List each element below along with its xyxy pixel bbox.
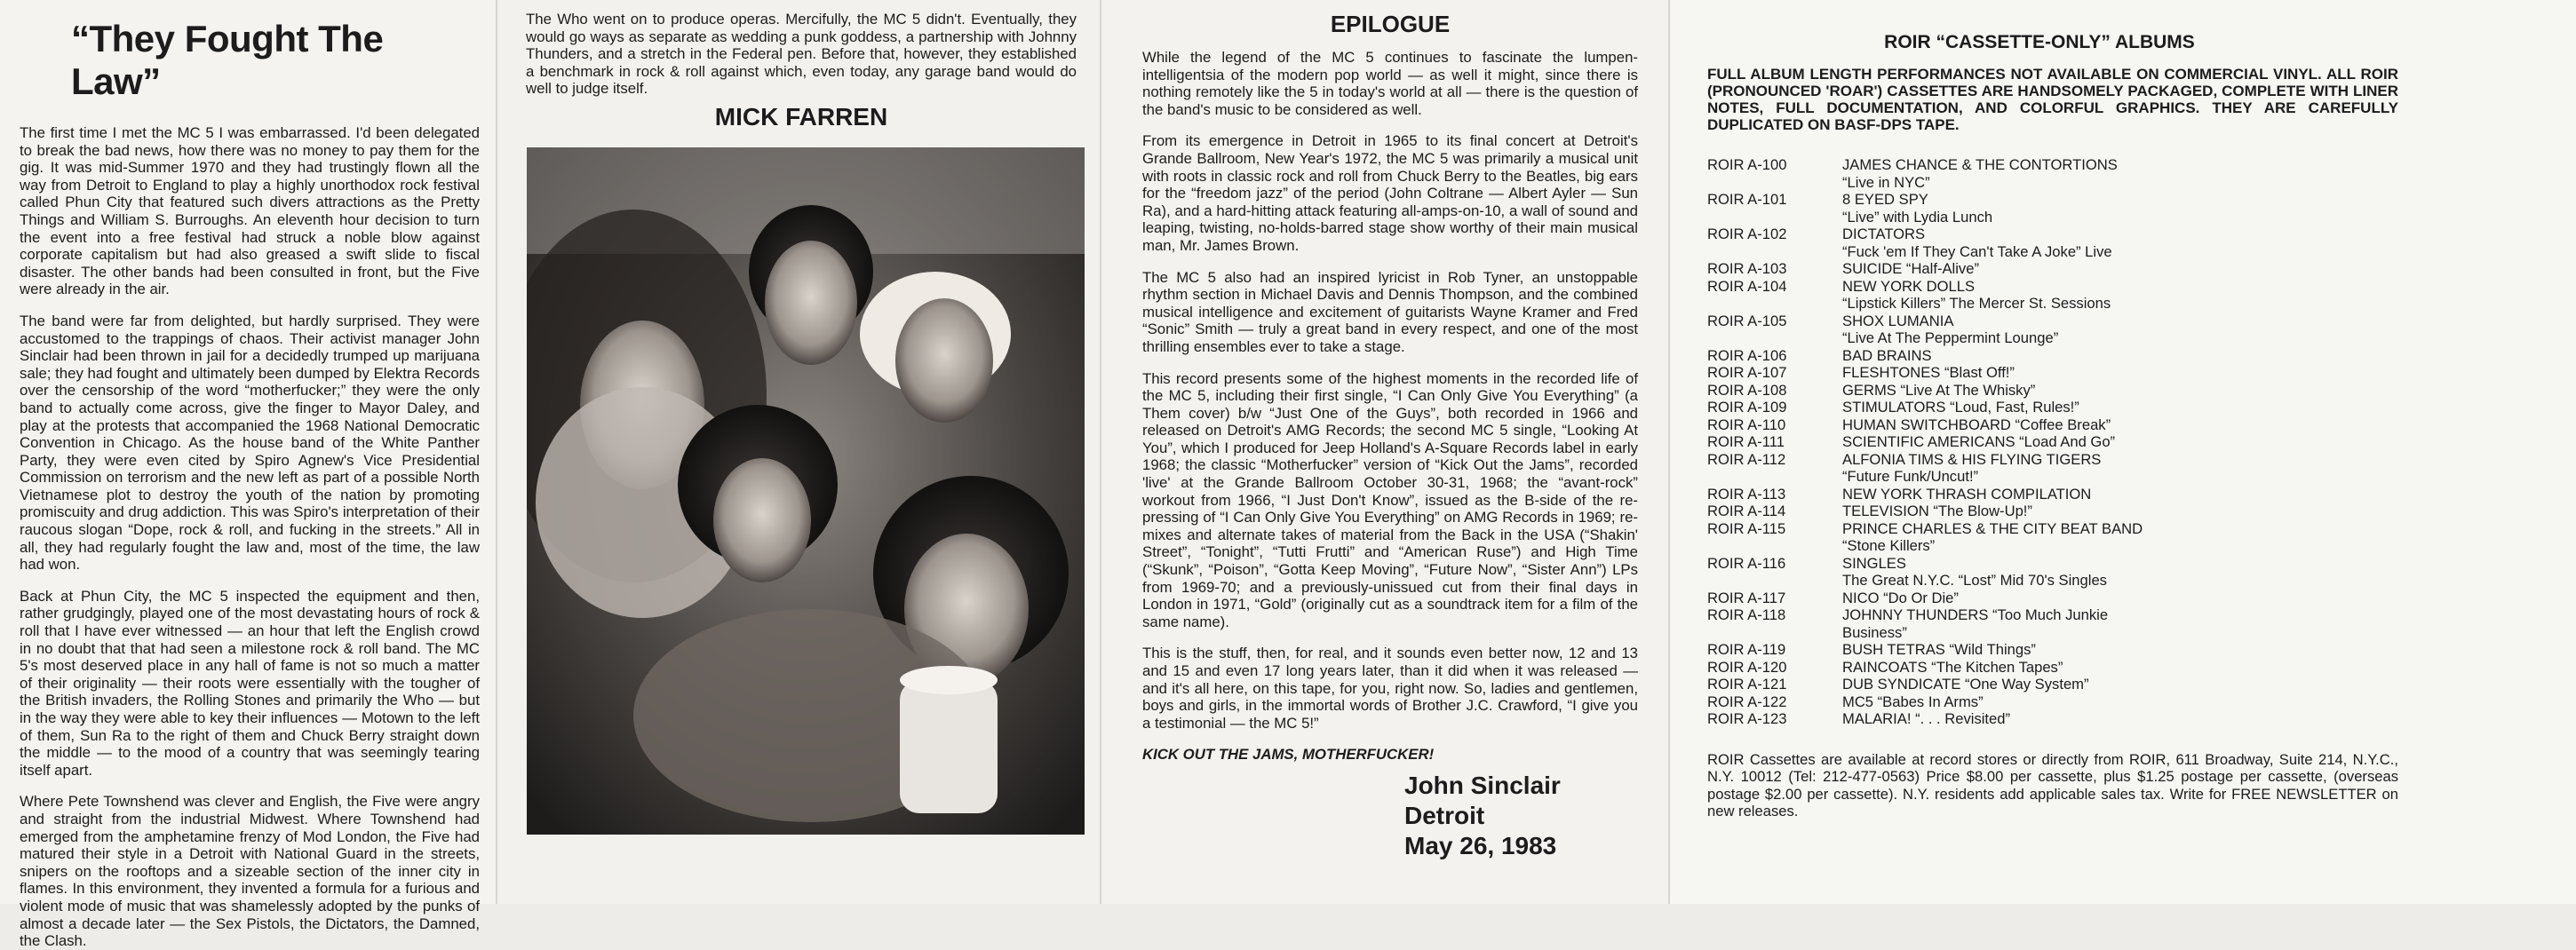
catalog-row bbox=[1707, 347, 2398, 365]
catalog-code: ROIR A-111 bbox=[1707, 433, 1785, 450]
catalog-code: ROIR A-108 bbox=[1707, 381, 1787, 399]
catalog-artist-line: MC5 “Babes In Arms” bbox=[1842, 693, 1984, 710]
catalog-row bbox=[1707, 278, 2398, 313]
catalog-code: ROIR A-105 bbox=[1707, 312, 1787, 329]
catalog-artist-line: SINGLES bbox=[1842, 554, 1906, 572]
catalog-artist-line: 8 EYED SPY bbox=[1842, 191, 1928, 208]
catalog-code: ROIR A-119 bbox=[1707, 641, 1786, 658]
catalog-row bbox=[1707, 399, 2398, 416]
catalog-title-entry bbox=[1842, 347, 2398, 365]
catalog-code: ROIR A-122 bbox=[1707, 693, 1787, 710]
catalog-artist-line: SCIENTIFIC AMERICANS “Load And Go” bbox=[1842, 433, 2116, 450]
catalog-row bbox=[1707, 313, 2398, 347]
catalog-title-entry bbox=[1842, 590, 2398, 607]
catalog-code: ROIR A-103 bbox=[1707, 260, 1787, 277]
catalog-artist-line: NEW YORK DOLLS bbox=[1842, 277, 1976, 295]
band-photo bbox=[527, 147, 1085, 835]
epilogue-closing-line: KICK OUT THE JAMS, MOTHERFUCKER! bbox=[1142, 746, 1435, 764]
catalog-title-entry bbox=[1842, 641, 2398, 659]
band-photo-image bbox=[527, 147, 1085, 835]
author-heading: MICK FARREN bbox=[714, 102, 888, 131]
catalog-artist-line: HUMAN SWITCHBOARD “Coffee Break” bbox=[1842, 416, 2111, 433]
catalog-artist-line: SHOX LUMANIA bbox=[1842, 312, 1954, 329]
catalog-artist-line: GERMS “Live At The Whisky” bbox=[1842, 381, 2036, 399]
catalog-artist-line: JOHNNY THUNDERS “Too Much Junkie bbox=[1842, 606, 2109, 623]
catalog-code: ROIR A-112 bbox=[1707, 450, 1786, 468]
catalog-artist-line: NEW YORK THRASH COMPILATION bbox=[1842, 485, 2092, 503]
catalog-title-entry bbox=[1842, 156, 2398, 191]
catalog-code: ROIR A-117 bbox=[1707, 589, 1786, 606]
catalog-title-entry bbox=[1842, 451, 2398, 486]
catalog-subtitle-line: “Lipstick Killers” The Mercer St. Sessions bbox=[1842, 295, 2111, 312]
catalog-title-entry bbox=[1842, 520, 2398, 555]
catalog-code: ROIR A-110 bbox=[1707, 416, 1786, 433]
catalog-title-entry bbox=[1842, 416, 2398, 434]
catalog-subtitle-line: “Stone Killers” bbox=[1842, 537, 1936, 554]
catalog-title: ROIR “CASSETTE-ONLY” ALBUMS bbox=[1884, 32, 2195, 52]
epilogue-paragraph-2: From its emergence in Detroit in 1965 to its final concert at Detroit's Grande Ballroom, New Year's 1972, the MC 5 was primarily a musical unit with roots in classic rock and roll from Chuck Berry to the Beatles, big ears for the “freedom jazz” of the period (John Coltrane — Albert Ayler — Sun Ra), and a hard-hitting attack featuring all-amps-on-10, a wall of sound and leaping, twisting, no-holds-barred stage show worthy of their main musical man, Mr. James Brown. bbox=[1142, 132, 1638, 254]
catalog-row bbox=[1707, 191, 2398, 226]
catalog-intro: FULL ALBUM LENGTH PERFORMANCES NOT AVAILABLE ON COMMERCIAL VINYL. ALL ROIR (PRONOUNCED 'ROAR') CASSETTES ARE HANDSOMELY PACKAGED, COMPLETE WITH LINER NOTES, FULL DOCUMENTATION, AND COLORFUL GRAPHICS. THEY ARE CAREFULLY DUPLICATED ON BASF-DPS TAPE. bbox=[1707, 66, 2398, 133]
article-paragraph-1: The first time I met the MC 5 I was embarrassed. I'd been delegated to break the bad news, how there was no money to pay them for the gig. It was mid-Summer 1970 and they had trustingly flown all the way from Detroit to England to play a highly unorthodox rock festival called Phun City that featured such divers attractions as the Pretty Things and William S. Burroughs. An eleventh hour decision to turn the event into a free festival had struck a noble blow against corporate capitalism but had also greased a swift slide to fiscal disaster. The other bands had been consulted in front, but the Five were already in the air. bbox=[20, 124, 480, 298]
catalog-artist-line: BUSH TETRAS “Wild Things” bbox=[1842, 641, 2036, 658]
catalog-artist-line: STIMULATORS “Loud, Fast, Rules!” bbox=[1842, 399, 2079, 416]
catalog-code: ROIR A-107 bbox=[1707, 364, 1787, 381]
epilogue-paragraph-4: This record presents some of the highest moments in the recorded life of the MC 5, including their first single, “I Can Only Give You Everything” (a Them cover) b/w “Just One of the Guys”, both recorded in 1966 and released on Detroit's AMG Records; the second MC 5 single, “Looking At You”, which I produced for Jeep Holland's A-Square Records label in early 1968; the classic “Motherfucker” version of “Kick Out the Jams”, recorded 'live' at the Grande Ballroom October 30-31, 1968; the “avant-rock” workout from 1966, “I Just Don't Know”, issued as the B-side of the re-pressing of “I Can Only Give You Everything” on AMG Records in 1969; re-mixes and alternate takes of material from the Back in the USA (“Shakin' Street”, “Tonight”, “Tutti Frutti” and “American Ruse”) and High Time (“Skunk”, “Poison”, “Gotta Keep Moving”, “Future Now”, “Sister Ann”) LPs from 1969-70; and a previously-unissued cut from their final days in London in 1971, “Gold” (originally cut as a soundtrack item for a film of the same name). bbox=[1142, 369, 1638, 630]
catalog-title-entry bbox=[1842, 191, 2398, 226]
epilogue-paragraph-3: The MC 5 also had an inspired lyricist in Rob Tyner, an unstoppable rhythm section in Michael Davis and Dennis Thompson, and the combined musical intelligence and excitement of guitarists Wayne Kramer and Fred “Sonic” Smith — truly a great band in every respect, and one of the most thrilling ensembles ever to take a stage. bbox=[1142, 268, 1638, 355]
catalog-title-entry bbox=[1842, 433, 2398, 451]
catalog-code: ROIR A-109 bbox=[1707, 399, 1787, 416]
catalog-title-entry bbox=[1842, 606, 2398, 641]
catalog-title-entry bbox=[1842, 486, 2398, 503]
catalog-code: ROIR A-114 bbox=[1707, 503, 1786, 519]
catalog-title-entry bbox=[1842, 226, 2398, 260]
catalog-artist-line: TELEVISION “The Blow-Up!” bbox=[1842, 503, 2032, 519]
catalog-list bbox=[1707, 156, 2398, 728]
catalog-row bbox=[1707, 606, 2398, 641]
catalog-row bbox=[1707, 710, 2398, 728]
catalog-row bbox=[1707, 486, 2398, 503]
catalog-row bbox=[1707, 433, 2398, 451]
epilogue-paragraph-1: While the legend of the MC 5 continues to fascinate the lumpen-intelligentsia of the modern pop world — as well it might, since there is nothing remotely like the 5 in today's world at all — there is the question of the band's music to be considered as well. bbox=[1142, 49, 1638, 118]
catalog-footer: ROIR Cassettes are available at record stores or directly from ROIR, 611 Broadway, Suite 214, N.Y.C., N.Y. 10012 (Tel: 212-477-0563) Price $8.00 per cassette, plus $1.25 postage per cassette, (overseas postage $2.00 per cassette). N.Y. residents add applicable sales tax. Write for FREE NEWSLETTER on new releases. bbox=[1707, 750, 2398, 820]
catalog-row bbox=[1707, 382, 2398, 400]
catalog-subtitle-line: “Fuck 'em If They Can't Take A Joke” Live bbox=[1842, 242, 2112, 260]
catalog-row bbox=[1707, 416, 2398, 434]
signature-block bbox=[1404, 771, 1638, 861]
catalog-subtitle-line: “Live in NYC” bbox=[1842, 173, 1930, 191]
catalog-subtitle-line: The Great N.Y.C. “Lost” Mid 70's Singles bbox=[1842, 572, 2107, 589]
catalog-row bbox=[1707, 590, 2398, 607]
catalog-artist-line: MALARIA! “. . . Revisited” bbox=[1842, 710, 2011, 727]
epilogue-panel bbox=[1101, 0, 1670, 904]
catalog-title-entry bbox=[1842, 399, 2398, 416]
article-paragraph-2: The band were far from delighted, but hardly surprised. They were accustomed to the trappings of chaos. Their activist manager John Sinclair had been thrown in jail for a decidedly trumped up marijuana sale; they had fought and ultimately been dumped by Elektra Records over the censorship of the word “motherfucker;” they were the only band to actually come across, give the finger to Mayor Daley, and play at the protests that accompanied the 1968 National Democratic Convention in Chicago. As the house band of the White Panther Party, they were even cited by Spiro Agnew's Vice Presidential Commission on terrorism and the new left as part of a possible North Vietnamese plot to destroy the youth of the nation by promoting promiscuity and drug addiction. This was Spiro's interpretation of their raucous slogan “Dope, rock & roll, and fucking in the streets.” All in all, they had regularly fought the law and, most of the time, the law had won. bbox=[20, 312, 480, 574]
catalog-code: ROIR A-120 bbox=[1707, 658, 1787, 676]
catalog-code: ROIR A-121 bbox=[1707, 676, 1787, 693]
article-paragraph-3: Back at Phun City, the MC 5 inspected the equipment and then, rather grudgingly, played one of the most devastating hours of rock & roll that I have ever witnessed — an hour that left the English crowd in no doubt that that had seen a milestone rock & roll band. The MC 5's most deserved place in any hall of fame is not so much a matter of their originality — their roots were essentially with the tougher of the British invaders, the Rolling Stones and primarily the Who — but in the way they were able to key their influences — Motown to the left of them, Sun Ra to the right of them and Chuck Berry straight down the middle — to the mood of a country that was seemingly tearing itself apart. bbox=[20, 587, 480, 779]
catalog-artist-line: FLESHTONES “Blast Off!” bbox=[1842, 364, 2015, 381]
catalog-row bbox=[1707, 520, 2398, 555]
article-title: “They Fought The Law” bbox=[71, 18, 384, 102]
roir-catalog-panel bbox=[1670, 0, 2576, 904]
catalog-title-entry bbox=[1842, 260, 2398, 278]
catalog-code: ROIR A-100 bbox=[1707, 156, 1787, 173]
catalog-artist-line: DICTATORS bbox=[1842, 226, 1926, 242]
catalog-row bbox=[1707, 364, 2398, 382]
catalog-subtitle-line: “Live At The Peppermint Lounge” bbox=[1842, 329, 2059, 346]
catalog-title-entry bbox=[1842, 676, 2398, 693]
catalog-artist-line: NICO “Do Or Die” bbox=[1842, 589, 1959, 606]
catalog-artist-line: BAD BRAINS bbox=[1842, 346, 1932, 364]
article-paragraph-4: Where Pete Townshend was clever and English, the Five were angry and straight from the industrial Midwest. Where Townshend had emerged from the amphetamine frenzy of Mod London, the Five had matured their style in a Detroit with National Guard in the streets, snipers on the rooftops and a sizeable section of the inner city in flames. In this environment, they invented a formula for a furious and violent mode of music that was shamelessly adopted by the punks of almost a decade later — the Sex Pistols, the Dictators, the Damned, the Clash. bbox=[20, 793, 480, 950]
catalog-artist-line: PRINCE CHARLES & THE CITY BEAT BAND bbox=[1842, 519, 2143, 537]
catalog-row bbox=[1707, 676, 2398, 693]
catalog-artist-line: JAMES CHANCE & THE CONTORTIONS bbox=[1842, 156, 2118, 173]
catalog-row bbox=[1707, 693, 2398, 711]
catalog-row bbox=[1707, 156, 2398, 191]
catalog-code: ROIR A-102 bbox=[1707, 226, 1787, 242]
catalog-title-entry bbox=[1842, 278, 2398, 313]
catalog-code: ROIR A-106 bbox=[1707, 346, 1787, 364]
signature-name: John Sinclair bbox=[1404, 772, 1561, 800]
catalog-title-entry bbox=[1842, 382, 2398, 400]
catalog-code: ROIR A-123 bbox=[1707, 710, 1787, 727]
epilogue-heading: EPILOGUE bbox=[1330, 11, 1451, 37]
catalog-row bbox=[1707, 451, 2398, 486]
catalog-artist-line: DUB SYNDICATE “One Way System” bbox=[1842, 676, 2089, 693]
catalog-code: ROIR A-101 bbox=[1707, 191, 1787, 208]
signature-place: Detroit bbox=[1404, 802, 1485, 830]
catalog-row bbox=[1707, 641, 2398, 659]
catalog-row bbox=[1707, 555, 2398, 590]
catalog-code: ROIR A-115 bbox=[1707, 519, 1786, 537]
catalog-subtitle-line: “Future Funk/Uncut!” bbox=[1842, 468, 1979, 485]
catalog-title-entry bbox=[1842, 503, 2398, 520]
signature-date: May 26, 1983 bbox=[1404, 832, 1557, 860]
catalog-title-entry bbox=[1842, 555, 2398, 590]
catalog-artist-line: ALFONIA TIMS & HIS FLYING TIGERS bbox=[1842, 450, 2102, 468]
catalog-row bbox=[1707, 260, 2398, 278]
catalog-code: ROIR A-104 bbox=[1707, 277, 1787, 295]
catalog-row bbox=[1707, 659, 2398, 677]
article-continuation: The Who went on to produce operas. Mercifully, the MC 5 didn't. Eventually, they would go ways as separate as wedding a punk goddess, a partnership with Johnny Thunders, and a stretch in the Federal pen. Before that, however, they established a benchmark in rock & roll against which, even today, any garage band would do well to judge itself. bbox=[526, 11, 1077, 98]
article-panel-left bbox=[0, 0, 497, 950]
catalog-title-entry bbox=[1842, 710, 2398, 728]
catalog-code: ROIR A-116 bbox=[1707, 554, 1786, 572]
catalog-artist-line: RAINCOATS “The Kitchen Tapes” bbox=[1842, 658, 2063, 676]
catalog-row bbox=[1707, 226, 2398, 260]
catalog-title-entry bbox=[1842, 693, 2398, 711]
catalog-title-entry bbox=[1842, 659, 2398, 677]
catalog-artist-line: SUICIDE “Half-Alive” bbox=[1842, 260, 1979, 277]
catalog-row bbox=[1707, 503, 2398, 520]
epilogue-paragraph-5: This is the stuff, then, for real, and it sounds even better now, 12 and 13 and 15 and even 17 long years later, than it did when it was released — and it's all here, on this tape, for you, right now. So, ladies and gentlemen, boys and girls, in the immortal words of Brother J.C. Crawford, “I give you a testimonial — the MC 5!” bbox=[1142, 645, 1638, 732]
catalog-code: ROIR A-118 bbox=[1707, 606, 1786, 623]
catalog-title-entry bbox=[1842, 313, 2398, 347]
catalog-code: ROIR A-113 bbox=[1707, 485, 1786, 503]
catalog-subtitle-line: “Live” with Lydia Lunch bbox=[1842, 208, 1993, 226]
catalog-subtitle-line: Business” bbox=[1842, 623, 1907, 641]
catalog-title-entry bbox=[1842, 364, 2398, 382]
